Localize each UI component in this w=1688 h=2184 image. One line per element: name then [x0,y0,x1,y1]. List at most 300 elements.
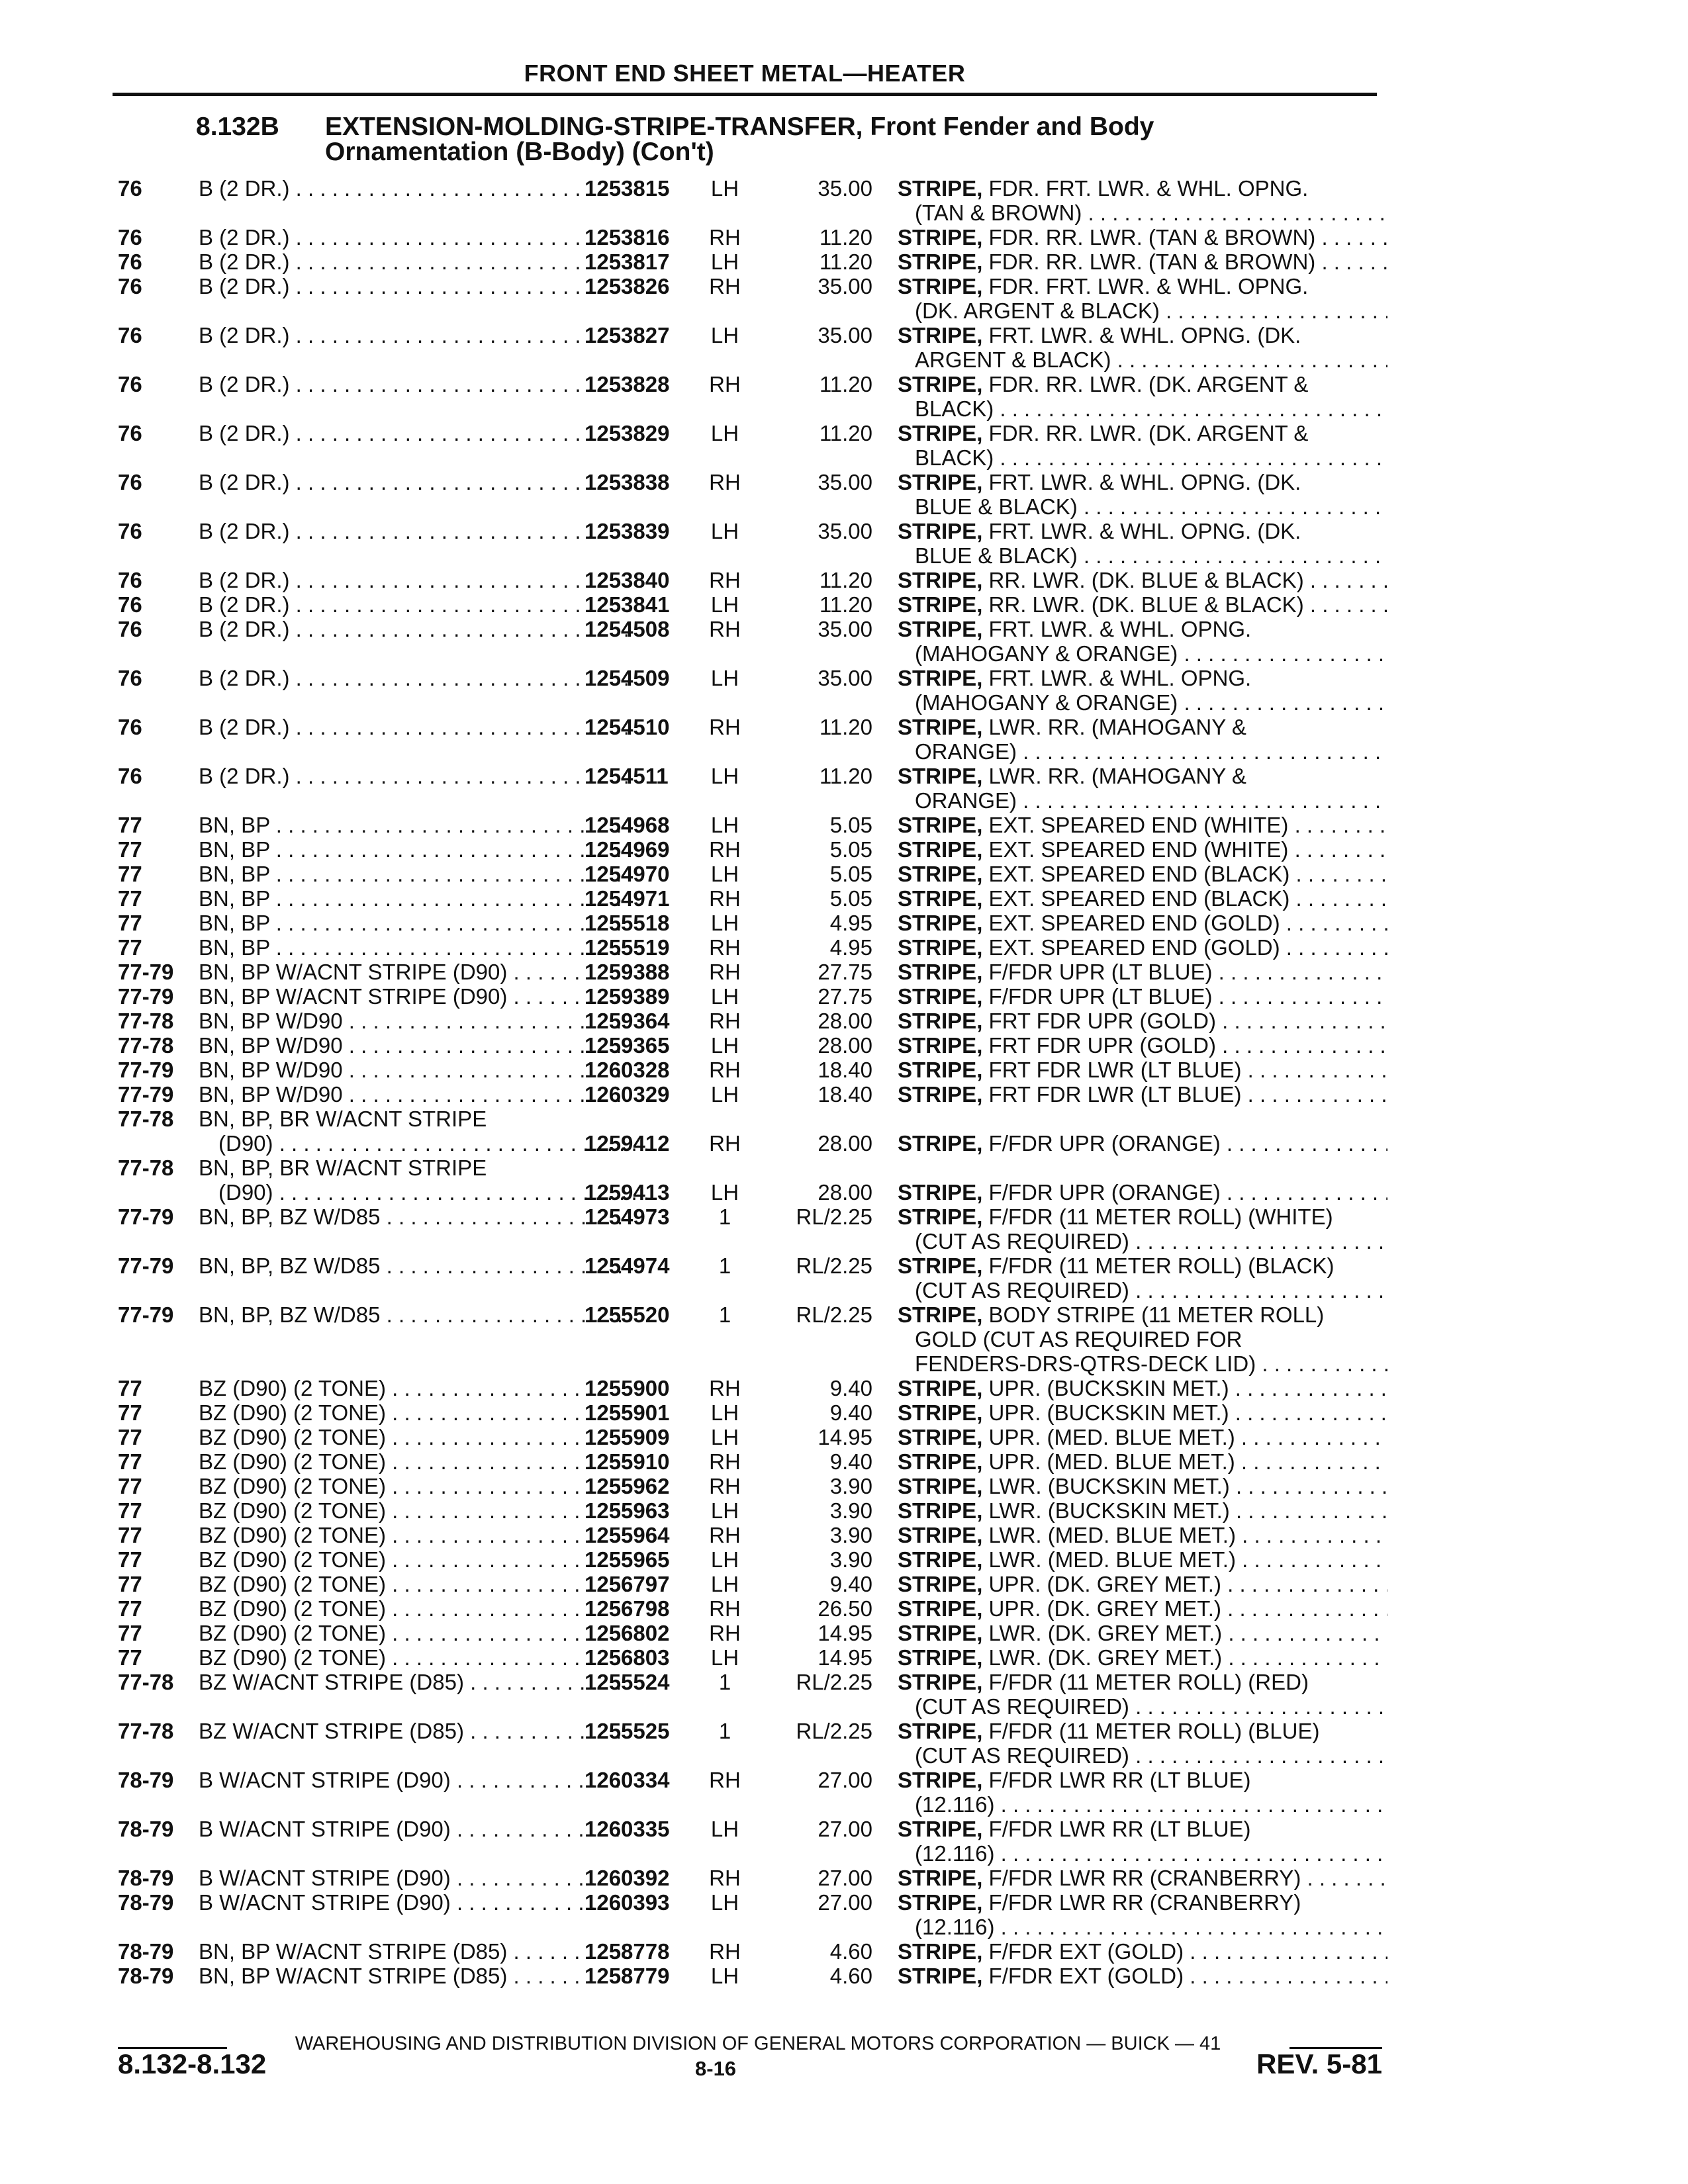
table-row [118,886,1389,911]
side-or-quantity: LH [710,1033,739,1058]
table-row [118,1033,1389,1058]
description-line [898,960,1387,984]
description-keyword: STRIPE, [898,1621,983,1645]
side-or-quantity: RH [709,274,741,298]
part-description [898,1719,1387,1768]
model-line: BZ (D90) (2 TONE) . . . [199,1572,629,1596]
side-or-quantity: LH [710,1498,739,1523]
part-description [898,1523,1387,1547]
side-or-quantity: RH [709,715,741,739]
part-number: 1256797 [585,1572,670,1596]
part-description [898,886,1387,911]
side-or-quantity: RH [709,372,741,396]
side-or-quantity: LH [710,1890,739,1915]
description-line: (12.116) . . . [898,1915,1387,1939]
model-year: 77 [118,1425,142,1449]
model-year: 77 [118,886,142,911]
part-description [898,1376,1387,1400]
side-or-quantity: LH [710,984,739,1009]
table-row [118,1474,1389,1498]
description-keyword: STRIPE, [898,1939,983,1964]
model-year: 76 [118,519,142,543]
description-line [898,666,1387,690]
part-description [898,813,1387,837]
description-line: (CUT AS REQUIRED) . . . [898,1743,1387,1768]
part-description [898,617,1387,666]
model-line: BZ (D90) (2 TONE) . . . [199,1498,629,1523]
table-row [118,323,1389,372]
description-text: UPR. (BUCKSKIN MET.) [988,1400,1229,1425]
description-text: EXT. SPEARED END (BLACK) [988,862,1290,886]
part-description [898,862,1387,886]
part-description [898,1645,1387,1670]
price: 9.40 [829,1449,872,1474]
model-year: 77-78 [118,1107,174,1131]
price: 5.05 [829,886,872,911]
part-number: 1253838 [585,470,670,494]
price: 3.90 [829,1523,872,1547]
model-year: 78-79 [118,1768,174,1792]
price: RL/2.25 [796,1253,872,1278]
description-text: UPR. (DK. GREY MET.) [988,1572,1221,1596]
part-number: 1256802 [585,1621,670,1645]
part-description [898,592,1387,617]
model-line: B (2 DR.) . . . [199,372,629,396]
model-year: 76 [118,323,142,347]
model-line: B (2 DR.) . . . [199,519,629,543]
description-text: FDR. FRT. LWR. & WHL. OPNG. [988,274,1309,298]
price: 11.20 [819,225,872,250]
description-line [898,1474,1387,1498]
model-line: BN, BP W/ACNT STRIPE (D90) . . . [199,984,629,1009]
description-line: BLACK) . . . [898,445,1387,470]
description-keyword: STRIPE, [898,1205,983,1229]
description-text: F/FDR (11 METER ROLL) (WHITE) [988,1205,1333,1229]
part-description [898,1866,1387,1890]
model-line: BZ (D90) (2 TONE) . . . [199,1376,629,1400]
model-year: 77-79 [118,1082,174,1107]
model-year: 77-79 [118,960,174,984]
table-row [118,1425,1389,1449]
description-line: BLUE & BLACK) . . . [898,494,1387,519]
price: 27.00 [818,1817,872,1841]
side-or-quantity: LH [710,1817,739,1841]
description-keyword: STRIPE, [898,372,983,396]
description-keyword: STRIPE, [898,837,983,862]
description-keyword: STRIPE, [898,1523,983,1547]
table-row [118,274,1389,323]
price: 35.00 [818,274,872,298]
description-keyword: STRIPE, [898,568,983,592]
part-description [898,1498,1387,1523]
description-text: EXT. SPEARED END (WHITE) [988,813,1289,837]
table-row [118,715,1389,764]
price: 27.00 [818,1890,872,1915]
model-line: BZ W/ACNT STRIPE (D85) . . . [199,1719,629,1743]
description-line [898,1302,1387,1327]
model-line: BN, BP W/D90 . . . [199,1009,629,1033]
description-line [898,764,1387,788]
description-line [898,176,1387,201]
price: 28.00 [818,1009,872,1033]
description-text: F/FDR UPR (LT BLUE) [988,960,1213,984]
table-row [118,764,1389,813]
footer-page-number: 8-16 [695,2057,737,2080]
description-line: ORANGE) . . . [898,739,1387,764]
price: 35.00 [818,617,872,641]
table-row [118,1376,1389,1400]
description-text: LWR. RR. (MAHOGANY & [988,715,1246,739]
parts-table [118,176,1389,1988]
description-keyword: STRIPE, [898,862,983,886]
part-description [898,911,1387,935]
model-year: 78-79 [118,1817,174,1841]
side-or-quantity: RH [709,470,741,494]
price: 27.75 [818,960,872,984]
description-line [898,715,1387,739]
description-line: (TAN & BROWN) . . . [898,201,1387,225]
table-row [118,935,1389,960]
model-line: B (2 DR.) . . . [199,568,629,592]
part-number: 1253828 [585,372,670,396]
description-keyword: STRIPE, [898,1572,983,1596]
side-or-quantity: LH [710,519,739,543]
part-number: 1259413 [585,1180,670,1205]
table-row [118,1449,1389,1474]
description-line [898,1523,1387,1547]
model-year: 77 [118,1547,142,1572]
description-line: BLUE & BLACK) . . . [898,543,1387,568]
table-row [118,1058,1389,1082]
description-text: F/FDR LWR RR (LT BLUE) [988,1817,1251,1841]
model-year: 76 [118,764,142,788]
part-description [898,1400,1387,1425]
model-year: 78-79 [118,1964,174,1988]
description-text: FDR. RR. LWR. (TAN & BROWN) [988,250,1316,274]
part-number: 1260335 [585,1817,670,1841]
price: 5.05 [829,837,872,862]
description-line: ARGENT & BLACK) . . . [898,347,1387,372]
price: RL/2.25 [796,1670,872,1694]
part-description [898,715,1387,764]
model-year: 76 [118,250,142,274]
table-row [118,1670,1389,1719]
price: 11.20 [819,715,872,739]
description-keyword: STRIPE, [898,1180,983,1205]
description-text: FDR. RR. LWR. (DK. ARGENT & [988,421,1309,445]
model-line: BN, BP . . . [199,837,629,862]
description-text: F/FDR (11 METER ROLL) (BLUE) [988,1719,1320,1743]
description-keyword: STRIPE, [898,886,983,911]
table-row [118,1205,1389,1253]
description-text: RR. LWR. (DK. BLUE & BLACK) [988,568,1304,592]
price: 3.90 [829,1498,872,1523]
description-keyword: STRIPE, [898,592,983,617]
model-line: B (2 DR.) . . . [199,617,629,641]
footer-revision: REV. 5-81 [1256,2048,1382,2079]
description-keyword: STRIPE, [898,1131,983,1156]
description-line [898,1449,1387,1474]
description-keyword: STRIPE, [898,813,983,837]
description-keyword: STRIPE, [898,1376,983,1400]
model-line: BZ (D90) (2 TONE) . . . [199,1621,629,1645]
price: 18.40 [818,1058,872,1082]
side-or-quantity: LH [710,1400,739,1425]
description-line [898,274,1387,298]
description-line [898,1400,1387,1425]
model-line: B (2 DR.) . . . [199,592,629,617]
model-year: 78-79 [118,1939,174,1964]
description-text: UPR. (MED. BLUE MET.) [988,1425,1235,1449]
side-or-quantity: RH [709,1866,741,1890]
model-line: B (2 DR.) . . . [199,176,629,201]
description-text: LWR. (DK. GREY MET.) [988,1621,1223,1645]
model-year: 76 [118,225,142,250]
description-text: F/FDR LWR RR (CRANBERRY) [988,1890,1301,1915]
side-or-quantity: LH [710,1425,739,1449]
part-number: 1255518 [585,911,670,935]
description-line: (MAHOGANY & ORANGE) . . . [898,690,1387,715]
description-text: UPR. (DK. GREY MET.) [988,1596,1221,1621]
model-year: 77 [118,1621,142,1645]
model-year: 77 [118,1523,142,1547]
price: 35.00 [818,519,872,543]
table-row [118,617,1389,666]
description-line [898,886,1387,911]
model-line: (D90) . . . [199,1131,649,1156]
model-year: 77-78 [118,1670,174,1694]
part-number: 1255900 [585,1376,670,1400]
description-text: UPR. (MED. BLUE MET.) [988,1449,1235,1474]
description-text: FRT FDR LWR (LT BLUE) [988,1082,1242,1107]
part-description [898,1572,1387,1596]
model-line: BN, BP . . . [199,935,629,960]
description-keyword: STRIPE, [898,1009,983,1033]
model-year: 77 [118,935,142,960]
side-or-quantity: RH [709,568,741,592]
description-line [898,984,1387,1009]
model-year: 77 [118,1474,142,1498]
description-text: F/FDR UPR (ORANGE) [988,1131,1221,1156]
model-year: 76 [118,421,142,445]
model-line: BZ (D90) (2 TONE) . . . [199,1425,629,1449]
side-or-quantity: RH [709,935,741,960]
description-line [898,1058,1387,1082]
description-line [898,225,1387,250]
side-or-quantity: RH [709,1449,741,1474]
table-row [118,225,1389,250]
part-description [898,1939,1387,1964]
description-text: FDR. FRT. LWR. & WHL. OPNG. [988,176,1309,201]
description-line [898,862,1387,886]
description-keyword: STRIPE, [898,1302,983,1327]
description-text: EXT. SPEARED END (BLACK) [988,886,1290,911]
price: 35.00 [818,470,872,494]
price: 11.20 [819,421,872,445]
description-keyword: STRIPE, [898,176,983,201]
description-line [898,1890,1387,1915]
part-description [898,225,1387,250]
price: 3.90 [829,1474,872,1498]
model-line: BZ W/ACNT STRIPE (D85) . . . [199,1670,629,1694]
description-line: BLACK) . . . [898,396,1387,421]
description-line [898,568,1387,592]
model-year: 76 [118,372,142,396]
description-line [898,1131,1387,1156]
part-number: 1253817 [585,250,670,274]
model-line: BZ (D90) (2 TONE) . . . [199,1547,629,1572]
model-year: 77 [118,1498,142,1523]
side-or-quantity: LH [710,813,739,837]
model-year: 77 [118,813,142,837]
side-or-quantity: 1 [718,1670,731,1694]
description-keyword: STRIPE, [898,1498,983,1523]
table-row [118,911,1389,935]
model-year: 78-79 [118,1890,174,1915]
description-line: (CUT AS REQUIRED) . . . [898,1278,1387,1302]
model-line: BN, BP, BR W/ACNT STRIPE [199,1107,487,1131]
price: 28.00 [818,1033,872,1058]
price: 27.00 [818,1768,872,1792]
price: 14.95 [818,1621,872,1645]
model-line: BN, BP W/ACNT STRIPE (D85) . . . [199,1964,629,1988]
part-description [898,1009,1387,1033]
table-row [118,1817,1389,1866]
part-number: 1258779 [585,1964,670,1988]
model-year: 76 [118,666,142,690]
part-description [898,1253,1387,1302]
description-text: F/FDR LWR RR (CRANBERRY) [988,1866,1301,1890]
description-line: ORANGE) . . . [898,788,1387,813]
description-text: LWR. (DK. GREY MET.) [988,1645,1223,1670]
model-year: 76 [118,274,142,298]
description-text: EXT. SPEARED END (GOLD) [988,911,1280,935]
description-line [898,813,1387,837]
side-or-quantity: RH [709,225,741,250]
side-or-quantity: RH [709,960,741,984]
table-row [118,1082,1389,1107]
description-line [898,1596,1387,1621]
model-line: B W/ACNT STRIPE (D90) . . . [199,1890,629,1915]
description-line [898,617,1387,641]
table-row [118,1719,1389,1768]
model-line: BN, BP . . . [199,911,629,935]
side-or-quantity: LH [710,862,739,886]
part-number: 1254509 [585,666,670,690]
part-description [898,1596,1387,1621]
description-line [898,519,1387,543]
price: 4.60 [829,1939,872,1964]
model-year: 77-79 [118,1205,174,1229]
description-keyword: STRIPE, [898,935,983,960]
description-text: FRT FDR LWR (LT BLUE) [988,1058,1242,1082]
side-or-quantity: RH [709,1523,741,1547]
description-line: (12.116) . . . [898,1792,1387,1817]
model-year: 77 [118,837,142,862]
description-line [898,1376,1387,1400]
price: 9.40 [829,1572,872,1596]
description-line [898,592,1387,617]
part-description [898,519,1387,568]
model-line: B W/ACNT STRIPE (D90) . . . [199,1768,629,1792]
model-year: 78-79 [118,1866,174,1890]
part-number: 1260329 [585,1082,670,1107]
description-text: LWR. (MED. BLUE MET.) [988,1523,1236,1547]
part-number: 1260334 [585,1768,670,1792]
price: 35.00 [818,323,872,347]
part-number: 1255964 [585,1523,670,1547]
table-row [118,1156,1389,1205]
description-keyword: STRIPE, [898,1866,983,1890]
price: 26.50 [818,1596,872,1621]
model-line: BN, BP, BZ W/D85 . . . [199,1253,629,1278]
part-description [898,1033,1387,1058]
part-number: 1253827 [585,323,670,347]
part-description [898,1082,1387,1107]
description-line [898,1082,1387,1107]
side-or-quantity: LH [710,666,739,690]
model-year: 77-79 [118,984,174,1009]
description-text: BODY STRIPE (11 METER ROLL) [988,1302,1325,1327]
part-description [898,250,1387,274]
section-number: 8.132B [196,113,279,141]
table-row [118,1866,1389,1890]
description-text: LWR. (BUCKSKIN MET.) [988,1474,1230,1498]
model-line: BN, BP W/D90 . . . [199,1082,629,1107]
part-description [898,421,1387,470]
price: 27.00 [818,1866,872,1890]
table-row [118,1596,1389,1621]
part-description [898,935,1387,960]
part-number: 1256798 [585,1596,670,1621]
part-number: 1259365 [585,1033,670,1058]
price: 11.20 [819,250,872,274]
description-line [898,1180,1387,1205]
model-line: B (2 DR.) . . . [199,250,629,274]
description-text: FDR. RR. LWR. (TAN & BROWN) [988,225,1316,250]
side-or-quantity: RH [709,1596,741,1621]
part-description [898,1890,1387,1939]
side-or-quantity: RH [709,837,741,862]
description-line: FENDERS-DRS-QTRS-DECK LID) . . . [898,1351,1387,1376]
side-or-quantity: 1 [718,1205,731,1229]
description-keyword: STRIPE, [898,1547,983,1572]
model-line: BN, BP . . . [199,813,629,837]
price: 5.05 [829,813,872,837]
table-row [118,960,1389,984]
side-or-quantity: RH [709,1474,741,1498]
part-number: 1253816 [585,225,670,250]
model-line: BZ (D90) (2 TONE) . . . [199,1474,629,1498]
part-number: 1255910 [585,1449,670,1474]
table-row [118,470,1389,519]
part-description [898,470,1387,519]
description-text: FRT. LWR. & WHL. OPNG. (DK. [988,323,1301,347]
part-number: 1255901 [585,1400,670,1425]
side-or-quantity: RH [709,1939,741,1964]
table-row [118,1107,1389,1156]
table-row [118,176,1389,225]
model-line: BN, BP . . . [199,886,629,911]
description-keyword: STRIPE, [898,764,983,788]
part-number: 1259388 [585,960,670,984]
part-number: 1254969 [585,837,670,862]
description-line [898,1866,1387,1890]
description-keyword: STRIPE, [898,1596,983,1621]
model-line: (D90) . . . [199,1180,649,1205]
part-description [898,837,1387,862]
model-year: 77-78 [118,1156,174,1180]
